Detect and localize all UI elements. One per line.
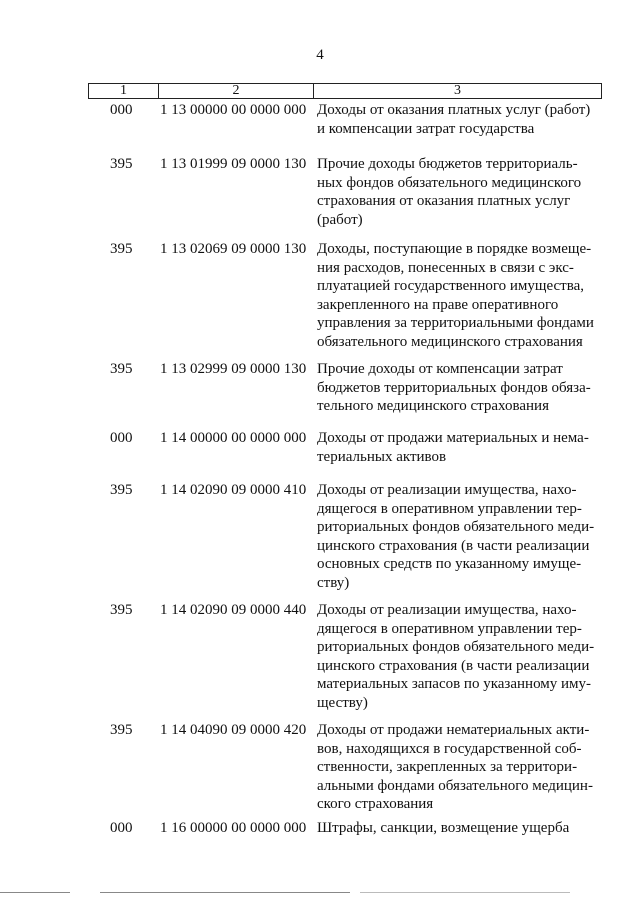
description-line: Прочие доходы бюджетов территориаль- — [317, 156, 578, 172]
description-line: Доходы от реализации имущества, нахо- — [317, 602, 577, 618]
admin-code: 395 — [110, 602, 133, 618]
description-line: Доходы от продажи материальных и нема- — [317, 430, 589, 446]
income-description — [317, 155, 597, 229]
income-description — [317, 240, 597, 351]
description-line: закрепленного на праве оперативного — [317, 296, 559, 313]
income-description — [317, 819, 597, 838]
description-line: цинского страхования (в части реализации — [317, 657, 590, 674]
income-description — [317, 101, 597, 138]
budget-classification-code: 1 16 00000 00 0000 000 — [160, 820, 307, 836]
income-description — [317, 481, 597, 592]
description-line: Доходы от реализации имущества, нахо- — [317, 482, 577, 498]
admin-code: 395 — [110, 241, 133, 257]
admin-code: 395 — [110, 361, 133, 377]
budget-classification-code: 1 13 01999 09 0000 130 — [160, 156, 307, 172]
income-description — [317, 601, 597, 712]
description-line: риториальных фондов обязательного меди- — [317, 519, 595, 535]
description-line: управления за территориальными фондами — [317, 315, 594, 331]
description-line: ству) — [317, 574, 350, 591]
description-line: Доходы, поступающие в порядке возмеще- — [317, 241, 592, 257]
income-description — [317, 721, 597, 814]
description-line: Доходы от оказания платных услуг (работ) — [317, 102, 591, 118]
description-line: вов, находящихся в государственной соб- — [317, 740, 582, 757]
description-line: териальных активов — [317, 448, 447, 465]
footer-rule — [100, 892, 350, 893]
description-line: дящегося в оперативном управлении тер- — [317, 620, 582, 637]
description-line: Прочие доходы от компенсации затрат — [317, 361, 563, 377]
description-line: риториальных фондов обязательного меди- — [317, 639, 595, 655]
budget-classification-code: 1 13 02069 09 0000 130 — [160, 241, 307, 257]
admin-code: 000 — [110, 430, 133, 446]
description-line: Штрафы, санкции, возмещение ущерба — [317, 820, 570, 836]
description-line: страхования от оказания платных услуг — [317, 193, 571, 209]
footer-rule — [0, 892, 70, 893]
header-col-1: 1 — [89, 84, 159, 98]
description-line: тельного медицинского страхования — [317, 398, 549, 414]
header-col-2: 2 — [159, 84, 314, 98]
admin-code: 395 — [110, 482, 133, 498]
admin-code: 000 — [110, 820, 133, 836]
description-line: ных фондов обязательного медицинского — [317, 174, 582, 191]
budget-classification-code: 1 14 02090 09 0000 440 — [160, 602, 307, 618]
description-line: цинского страхования (в части реализации — [317, 537, 590, 554]
budget-classification-code: 1 14 02090 09 0000 410 — [160, 482, 307, 498]
budget-classification-code: 1 14 00000 00 0000 000 — [160, 430, 307, 446]
description-line: бюджетов территориальных фондов обяза- — [317, 379, 591, 396]
description-line: плуатацией государственного имущества, — [317, 278, 584, 294]
description-line: ственности, закрепленных за территори- — [317, 759, 578, 775]
income-description — [317, 360, 597, 416]
description-line: альными фондами обязательного медицин- — [317, 777, 593, 794]
budget-classification-code: 1 14 04090 09 0000 420 — [160, 722, 307, 738]
header-col-3: 3 — [454, 83, 461, 98]
admin-code: 000 — [110, 102, 133, 118]
footer-rule — [360, 892, 570, 893]
description-line: основных средств по указанному имуще- — [317, 556, 582, 572]
budget-classification-code: 1 13 00000 00 0000 000 — [160, 102, 307, 118]
table-header — [88, 83, 602, 99]
income-description — [317, 429, 597, 466]
description-line: дящегося в оперативном управлении тер- — [317, 500, 582, 517]
description-line: ского страхования — [317, 796, 434, 812]
description-line: ществу) — [317, 694, 368, 711]
description-line: и компенсации затрат государства — [317, 120, 535, 137]
description-line: материальных запасов по указанному иму- — [317, 676, 592, 692]
admin-code: 395 — [110, 722, 133, 738]
description-line: обязательного медицинского страхования — [317, 333, 583, 350]
description-line: ния расходов, понесенных в связи с экс- — [317, 259, 574, 276]
description-line: (работ) — [317, 211, 363, 228]
description-line: Доходы от продажи нематериальных акти- — [317, 722, 590, 738]
admin-code: 395 — [110, 156, 133, 172]
page-number: 4 — [316, 47, 324, 63]
budget-classification-code: 1 13 02999 09 0000 130 — [160, 361, 307, 377]
